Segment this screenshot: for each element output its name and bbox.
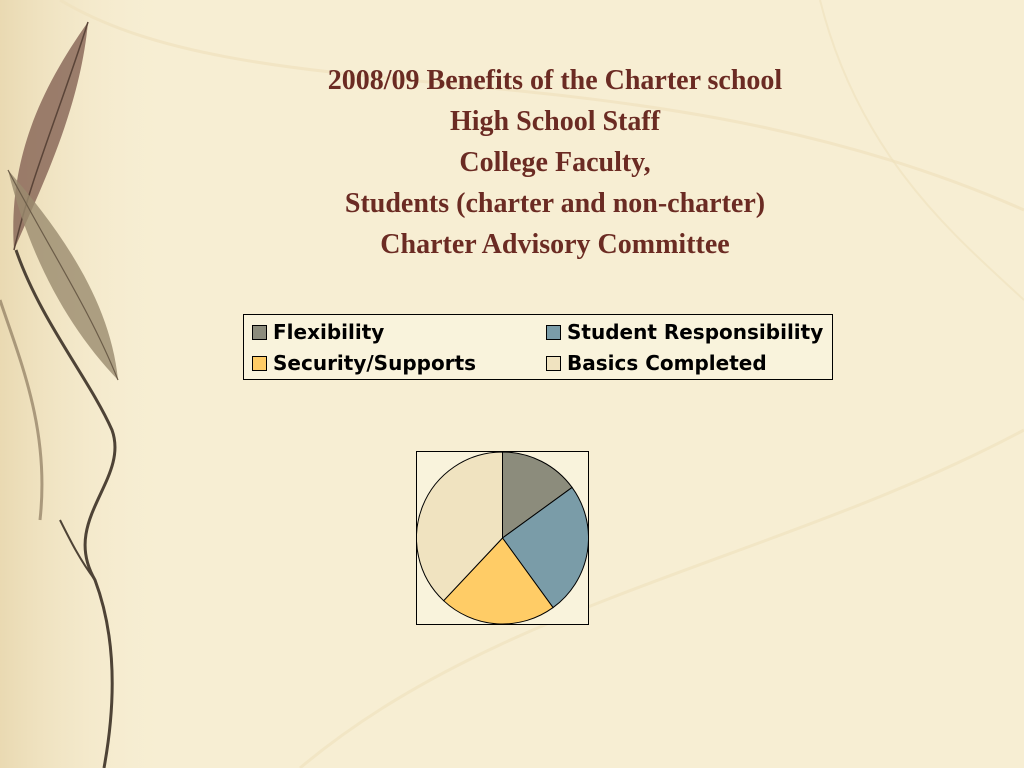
legend-label: Basics Completed <box>567 351 767 375</box>
slide-title <box>160 60 950 265</box>
legend-label: Flexibility <box>273 320 385 344</box>
legend-item-flexibility <box>252 320 384 344</box>
title-line-4: Students (charter and non-charter) <box>344 188 766 219</box>
legend-swatch <box>252 325 267 340</box>
pie-chart-frame <box>416 451 589 625</box>
title-line-5: Charter Advisory Committee <box>380 229 730 260</box>
legend-item-student-responsibility <box>546 320 823 344</box>
chart-legend <box>243 314 833 380</box>
legend-label: Security/Supports <box>273 351 477 375</box>
title-line-1: 2008/09 Benefits of the Charter school <box>327 65 783 96</box>
legend-item-basics-completed <box>546 351 767 375</box>
legend-label: Student Responsibility <box>567 320 824 344</box>
pie-chart <box>417 452 588 624</box>
legend-swatch <box>546 325 561 340</box>
legend-swatch <box>252 356 267 371</box>
legend-swatch <box>546 356 561 371</box>
title-line-2: High School Staff <box>449 106 661 137</box>
title-line-3: College Faculty, <box>459 147 651 178</box>
legend-item-security-supports <box>252 351 476 375</box>
